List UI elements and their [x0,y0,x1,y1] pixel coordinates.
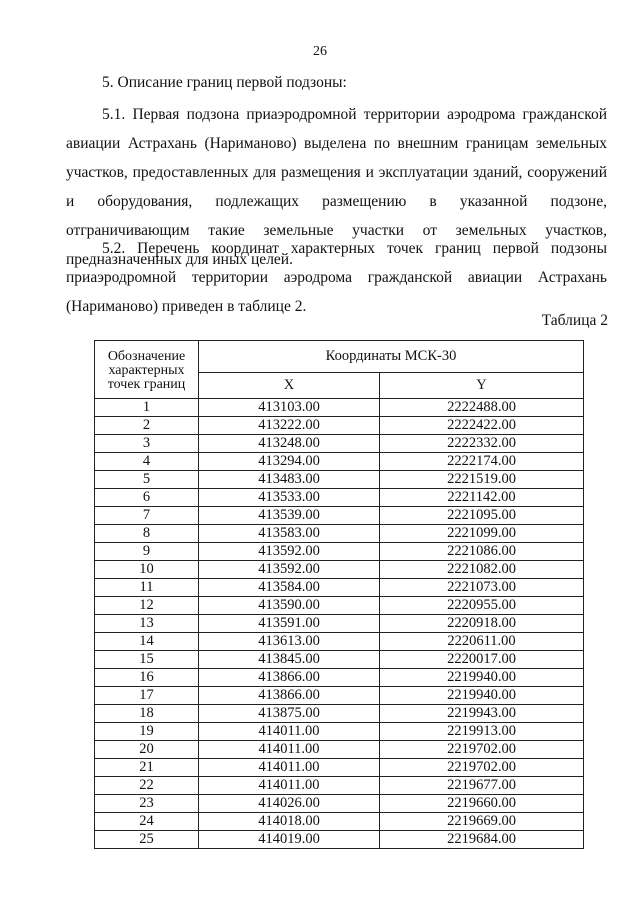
point-number-cell: 24 [95,813,199,831]
point-number-cell: 23 [95,795,199,813]
x-coordinate-cell: 413592.00 [199,561,380,579]
y-coordinate-cell: 2219669.00 [380,813,584,831]
x-coordinate-cell: 414011.00 [199,741,380,759]
table-row [95,543,584,561]
y-coordinate-cell: 2219677.00 [380,777,584,795]
y-coordinate-cell: 2219660.00 [380,795,584,813]
y-coordinate-cell: 2219940.00 [380,687,584,705]
point-number-cell: 21 [95,759,199,777]
point-number-cell: 14 [95,633,199,651]
x-coordinate-cell: 414026.00 [199,795,380,813]
table-row [95,831,584,849]
point-number-cell: 12 [95,597,199,615]
x-coordinate-cell: 413539.00 [199,507,380,525]
table-row [95,597,584,615]
x-coordinate-cell: 413584.00 [199,579,380,597]
y-coordinate-cell: 2219943.00 [380,705,584,723]
table-row [95,399,584,417]
point-number-cell: 13 [95,615,199,633]
y-coordinate-cell: 2222488.00 [380,399,584,417]
paragraph-5-2: 5.2. Перечень координат характерных точек границ первой подзоны приаэродромной территории аэродрома гражданской авиации Астрахань (Нариманово) приведен в таблице 2. [66,240,607,315]
y-coordinate-cell: 2220955.00 [380,597,584,615]
point-number-cell: 10 [95,561,199,579]
y-coordinate-cell: 2219684.00 [380,831,584,849]
point-number-cell: 6 [95,489,199,507]
y-coordinate-cell: 2221082.00 [380,561,584,579]
y-coordinate-cell: 2220611.00 [380,633,584,651]
point-number-cell: 18 [95,705,199,723]
table-row [95,759,584,777]
point-number-cell: 17 [95,687,199,705]
point-number-cell: 25 [95,831,199,849]
y-coordinate-cell: 2219702.00 [380,741,584,759]
point-number-cell: 15 [95,651,199,669]
table-row [95,525,584,543]
table-row [95,795,584,813]
y-coordinate-cell: 2221519.00 [380,471,584,489]
y-coordinate-cell: 2220918.00 [380,615,584,633]
y-coordinate-cell: 2222332.00 [380,435,584,453]
x-coordinate-cell: 413875.00 [199,705,380,723]
x-coordinate-cell: 414011.00 [199,777,380,795]
table-row [95,471,584,489]
point-number-cell: 5 [95,471,199,489]
table-row [95,417,584,435]
x-coordinate-cell: 413845.00 [199,651,380,669]
table-caption: Таблица 2 [541,312,608,329]
x-coordinate-cell: 413592.00 [199,543,380,561]
x-coordinate-cell: 413866.00 [199,687,380,705]
x-coordinate-cell: 413613.00 [199,633,380,651]
x-coordinate-cell: 414011.00 [199,723,380,741]
y-coordinate-cell: 2219913.00 [380,723,584,741]
x-coordinate-cell: 413103.00 [199,399,380,417]
point-number-cell: 8 [95,525,199,543]
y-coordinate-cell: 2222174.00 [380,453,584,471]
y-coordinate-cell: 2220017.00 [380,651,584,669]
x-coordinate-cell: 413590.00 [199,597,380,615]
table-body [95,399,584,849]
point-number-cell: 16 [95,669,199,687]
x-coordinate-cell: 413294.00 [199,453,380,471]
point-number-cell: 2 [95,417,199,435]
x-coordinate-cell: 413533.00 [199,489,380,507]
x-coordinate-cell: 413222.00 [199,417,380,435]
table-row [95,777,584,795]
coordinates-table [94,340,584,849]
section-heading: 5. Описание границ первой подзоны: [102,74,347,91]
x-coordinate-cell: 413248.00 [199,435,380,453]
column-header-point-label: Обозначение характерных точек границ [95,341,199,399]
point-number-cell: 3 [95,435,199,453]
table-row [95,669,584,687]
point-number-cell: 7 [95,507,199,525]
table-row [95,813,584,831]
point-number-cell: 11 [95,579,199,597]
table-row [95,633,584,651]
x-coordinate-cell: 414011.00 [199,759,380,777]
y-coordinate-cell: 2219702.00 [380,759,584,777]
page-number: 26 [313,44,327,59]
table-row [95,687,584,705]
y-coordinate-cell: 2221142.00 [380,489,584,507]
table-row [95,507,584,525]
y-coordinate-cell: 2221086.00 [380,543,584,561]
paragraph-5-1: 5.1. Первая подзона приаэродромной территории аэродрома гражданской авиации Астрахань (Нариманово) выделена по внешним границам земельных участков, предоставленных для размещения и эксплуатации зданий, сооружений и оборудования, подлежащих размещению в указанной подзоне, отграничивающим такие земельные участки от земельных участков, предназначенных для иных целей. [66,106,607,268]
table-row [95,579,584,597]
table-row [95,615,584,633]
x-coordinate-cell: 413591.00 [199,615,380,633]
table-row [95,741,584,759]
y-coordinate-cell: 2219940.00 [380,669,584,687]
point-number-cell: 22 [95,777,199,795]
y-coordinate-cell: 2222422.00 [380,417,584,435]
table-row [95,489,584,507]
table-row [95,705,584,723]
table-row [95,723,584,741]
x-coordinate-cell: 413483.00 [199,471,380,489]
point-number-cell: 20 [95,741,199,759]
point-number-cell: 1 [95,399,199,417]
table-row [95,561,584,579]
table-row [95,651,584,669]
y-coordinate-cell: 2221073.00 [380,579,584,597]
x-coordinate-cell: 414019.00 [199,831,380,849]
x-coordinate-cell: 413866.00 [199,669,380,687]
column-header-y: Y [380,373,584,399]
x-coordinate-cell: 413583.00 [199,525,380,543]
x-coordinate-cell: 414018.00 [199,813,380,831]
point-number-cell: 9 [95,543,199,561]
table-row [95,453,584,471]
point-number-cell: 19 [95,723,199,741]
y-coordinate-cell: 2221099.00 [380,525,584,543]
point-number-cell: 4 [95,453,199,471]
table-row [95,435,584,453]
y-coordinate-cell: 2221095.00 [380,507,584,525]
column-header-x: X [199,373,380,399]
column-header-coordinates-group: Координаты МСК-30 [199,341,584,373]
